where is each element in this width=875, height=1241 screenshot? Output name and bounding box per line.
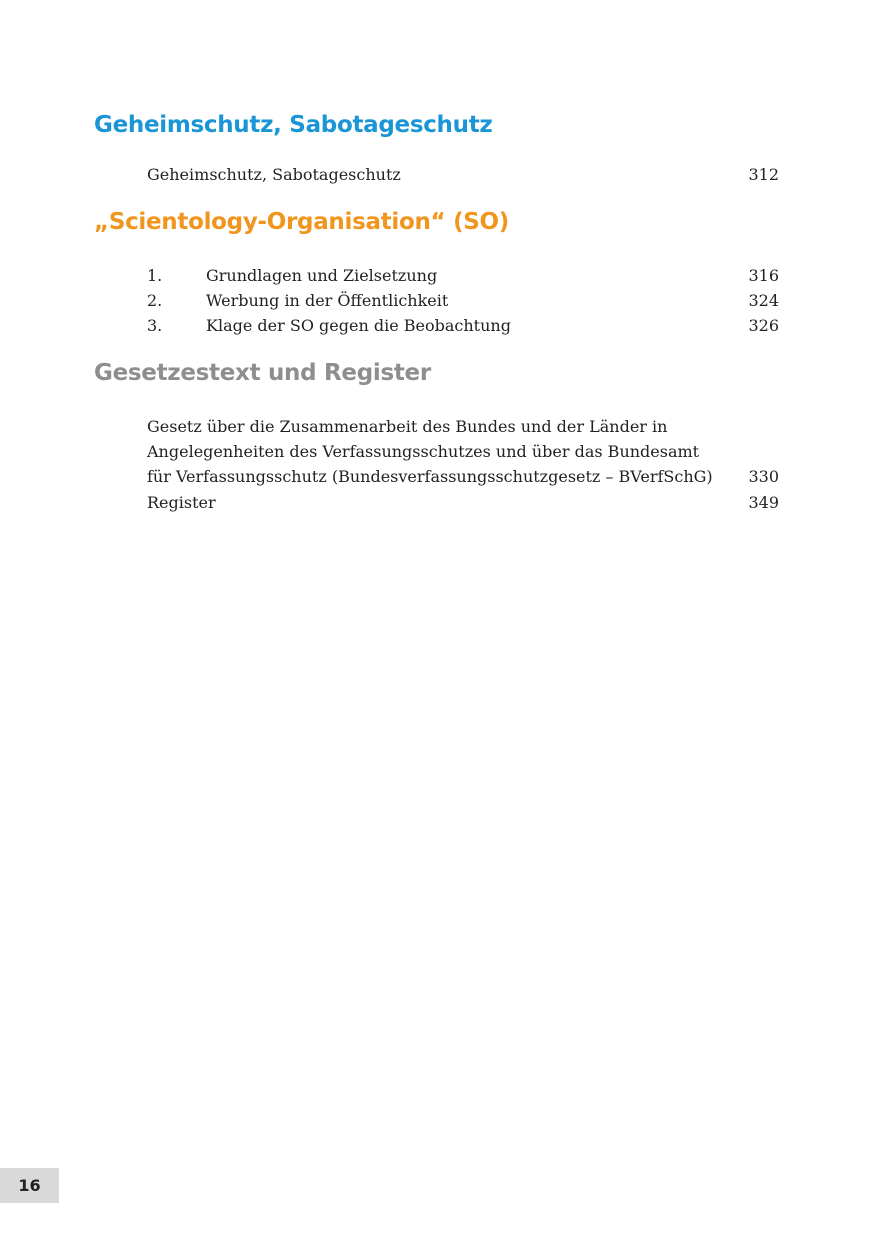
toc-entry-page: 316 — [748, 266, 779, 285]
toc-entry-title: Klage der SO gegen die Beobachtung — [206, 316, 511, 335]
toc-entry-page: 330 — [748, 467, 779, 486]
section-heading-geheimschutz: Geheimschutz, Sabotageschutz — [94, 112, 493, 138]
section-heading-scientology: „Scientology-Organisation“ (SO) — [94, 209, 510, 235]
toc-entry-page: 324 — [748, 291, 779, 310]
toc-entry-title: Werbung in der Öffentlichkeit — [206, 291, 449, 310]
toc-entry-title-line: Angelegenheiten des Verfassungsschutzes und über das Bundesamt — [147, 442, 700, 461]
page-number: 16 — [0, 1168, 59, 1203]
toc-entry-page: 349 — [748, 493, 779, 512]
toc-entry-number: 3. — [147, 316, 163, 335]
toc-entry-title: Geheimschutz, Sabotageschutz — [147, 165, 401, 184]
section-heading-gesetzestext: Gesetzestext und Register — [94, 360, 431, 386]
toc-entry[interactable] — [147, 491, 779, 515]
toc-entry-title-line: Gesetz über die Zusammenarbeit des Bundes und der Länder in — [147, 417, 668, 436]
toc-entry-page: 326 — [748, 316, 779, 335]
toc-entry-line[interactable] — [147, 440, 779, 464]
toc-entry[interactable] — [147, 264, 779, 288]
toc-entry-line[interactable] — [147, 415, 779, 439]
toc-entry[interactable] — [147, 289, 779, 313]
toc-entry[interactable] — [147, 163, 779, 187]
toc-entry-line[interactable] — [147, 465, 779, 489]
toc-entry-title: Register — [147, 493, 216, 512]
toc-entry-number: 1. — [147, 266, 163, 285]
toc-entry-title: Grundlagen und Zielsetzung — [206, 266, 438, 285]
toc-entry-page: 312 — [748, 165, 779, 184]
toc-entry[interactable] — [147, 314, 779, 338]
toc-entry-number: 2. — [147, 291, 163, 310]
toc-entry-title-line: für Verfassungsschutz (Bundesverfassungsschutzgesetz – BVerfSchG) — [147, 467, 713, 486]
